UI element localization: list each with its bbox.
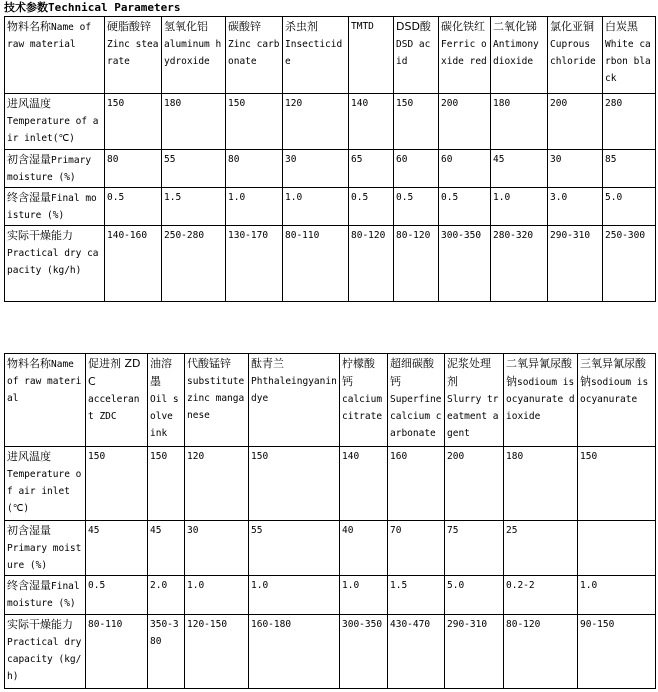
material-en: Antimony dioxide bbox=[493, 39, 539, 67]
value-cell: 290-310 bbox=[548, 226, 603, 302]
value-cell: 5.0 bbox=[603, 188, 656, 226]
value-cell: 80 bbox=[105, 150, 162, 188]
row-label-cell bbox=[5, 615, 86, 689]
value-cell: 290-310 bbox=[445, 615, 504, 689]
value-cell: 140-160 bbox=[105, 226, 162, 302]
row-label-zh: 终含湿量 bbox=[7, 579, 51, 592]
row-label-cell bbox=[5, 150, 105, 188]
value-cell: 150 bbox=[148, 447, 185, 521]
row-label-en: Practical dry capacity (kg/h) bbox=[7, 637, 82, 682]
value-cell: 75 bbox=[445, 521, 504, 576]
material-zh: 酞青兰 bbox=[251, 357, 284, 370]
value-cell: 150 bbox=[394, 94, 439, 150]
value-cell: 2.0 bbox=[148, 576, 185, 615]
row-label-en: Final moisture (%) bbox=[7, 193, 97, 221]
value-cell: 30 bbox=[185, 521, 249, 576]
value-cell: 40 bbox=[340, 521, 388, 576]
value-cell: 180 bbox=[162, 94, 226, 150]
row-label-cell bbox=[5, 94, 105, 150]
material-en: Oil solve ink bbox=[150, 394, 179, 439]
material-en: calcium citrate bbox=[342, 394, 383, 422]
row-label-cell bbox=[5, 188, 105, 226]
material-zh: 超细碳酸钙 bbox=[390, 357, 434, 388]
value-cell: 300-350 bbox=[340, 615, 388, 689]
material-en: sodioum isocyanurate bbox=[580, 377, 649, 405]
table-row bbox=[5, 226, 656, 302]
value-cell: 25 bbox=[504, 521, 578, 576]
material-zh: 氯化亚铜 bbox=[550, 20, 594, 33]
row-label-zh: 初含湿量 bbox=[7, 153, 51, 166]
value-cell: 1.5 bbox=[162, 188, 226, 226]
material-header-cell bbox=[394, 17, 439, 94]
row-label-zh: 物料名称 bbox=[7, 357, 51, 370]
technical-parameters-table-1 bbox=[4, 16, 656, 302]
material-header-cell bbox=[603, 17, 656, 94]
material-header-cell bbox=[162, 17, 226, 94]
material-en: sodioum isocyanurate dioxide bbox=[506, 377, 575, 422]
material-header-cell bbox=[340, 354, 388, 447]
material-zh: 二氧化锑 bbox=[493, 20, 537, 33]
material-header-cell bbox=[105, 17, 162, 94]
material-en: Zinc stearate bbox=[107, 39, 159, 67]
material-header-cell bbox=[445, 354, 504, 447]
value-cell: 1.0 bbox=[249, 576, 340, 615]
value-cell: 430-470 bbox=[388, 615, 445, 689]
row-label-en: Primary moisture (%) bbox=[7, 543, 82, 571]
material-header-cell bbox=[349, 17, 394, 94]
material-en: Superfine calcium carbonate bbox=[390, 394, 442, 439]
row-label-en: Practical dry capacity (kg/h) bbox=[7, 248, 99, 276]
material-header-cell bbox=[388, 354, 445, 447]
material-en: White carbon black bbox=[605, 39, 651, 84]
material-zh: 油溶墨 bbox=[150, 357, 172, 388]
value-cell: 1.0 bbox=[185, 576, 249, 615]
value-cell: 300-350 bbox=[439, 226, 491, 302]
value-cell: 80-120 bbox=[394, 226, 439, 302]
row-label-en: Name of raw material bbox=[7, 22, 92, 50]
material-en: TMTD bbox=[351, 21, 374, 32]
value-cell: 65 bbox=[349, 150, 394, 188]
value-cell: 55 bbox=[249, 521, 340, 576]
row-label-zh: 终含湿量 bbox=[7, 191, 51, 204]
value-cell: 30 bbox=[548, 150, 603, 188]
value-cell: 60 bbox=[394, 150, 439, 188]
row-label-en: Name of raw material bbox=[7, 359, 82, 404]
value-cell: 0.5 bbox=[86, 576, 148, 615]
row-label-zh: 实际干燥能力 bbox=[7, 618, 73, 631]
row-label-zh: 实际干燥能力 bbox=[7, 229, 73, 242]
value-cell: 5.0 bbox=[445, 576, 504, 615]
value-cell: 45 bbox=[148, 521, 185, 576]
value-cell: 140 bbox=[340, 447, 388, 521]
material-header-cell bbox=[185, 354, 249, 447]
material-header-cell bbox=[548, 17, 603, 94]
material-zh: 碳化铁红 bbox=[441, 20, 485, 33]
material-header-cell bbox=[249, 354, 340, 447]
value-cell: 130-170 bbox=[226, 226, 283, 302]
value-cell: 180 bbox=[504, 447, 578, 521]
value-cell: 160-180 bbox=[249, 615, 340, 689]
value-cell: 200 bbox=[439, 94, 491, 150]
value-cell: 55 bbox=[162, 150, 226, 188]
value-cell: 80-120 bbox=[504, 615, 578, 689]
material-zh: 促进剂 ZDC bbox=[88, 357, 141, 388]
value-cell: 280-320 bbox=[491, 226, 548, 302]
value-cell: 200 bbox=[548, 94, 603, 150]
value-cell: 90-150 bbox=[578, 615, 656, 689]
row-label-cell bbox=[5, 17, 105, 94]
value-cell: 150 bbox=[105, 94, 162, 150]
value-cell: 180 bbox=[491, 94, 548, 150]
row-label-cell bbox=[5, 226, 105, 302]
value-cell: 45 bbox=[86, 521, 148, 576]
value-cell: 3.0 bbox=[548, 188, 603, 226]
row-label-en: Temperature of air inlet(℃) bbox=[7, 116, 99, 144]
table-row bbox=[5, 94, 656, 150]
material-zh: 硬脂酸锌 bbox=[107, 20, 151, 33]
value-cell: 1.0 bbox=[283, 188, 349, 226]
value-cell: 200 bbox=[445, 447, 504, 521]
row-label-zh: 进风温度 bbox=[7, 450, 51, 463]
row-label-en: Temperature of air inlet(℃) bbox=[7, 469, 82, 514]
value-cell: 0.5 bbox=[349, 188, 394, 226]
material-en: Insecticide bbox=[285, 39, 343, 67]
value-cell: 150 bbox=[578, 447, 656, 521]
value-cell: 80-110 bbox=[283, 226, 349, 302]
material-zh: 杀虫剂 bbox=[285, 20, 318, 33]
value-cell: 0.5 bbox=[394, 188, 439, 226]
value-cell: 120-150 bbox=[185, 615, 249, 689]
row-label-cell bbox=[5, 354, 86, 447]
material-en: Phthaleingyanin dye bbox=[251, 376, 337, 404]
value-cell: 60 bbox=[439, 150, 491, 188]
row-label-cell bbox=[5, 576, 86, 615]
value-cell: 1.0 bbox=[226, 188, 283, 226]
value-cell: 30 bbox=[283, 150, 349, 188]
value-cell: 1.5 bbox=[388, 576, 445, 615]
material-en: accelerant ZDC bbox=[88, 394, 140, 422]
value-cell: 280 bbox=[603, 94, 656, 150]
value-cell: 1.0 bbox=[578, 576, 656, 615]
material-header-cell bbox=[504, 354, 578, 447]
value-cell: 160 bbox=[388, 447, 445, 521]
value-cell: 150 bbox=[249, 447, 340, 521]
material-zh: 白炭黑 bbox=[605, 20, 638, 33]
material-zh: 三氧异氰尿酸钠 bbox=[580, 357, 646, 388]
material-en: aluminum hydroxide bbox=[164, 39, 222, 67]
table-row bbox=[5, 354, 656, 447]
row-label-cell bbox=[5, 521, 86, 576]
value-cell: 45 bbox=[491, 150, 548, 188]
material-zh: 代酸锰锌 bbox=[187, 357, 231, 370]
material-zh: 泥浆处理剂 bbox=[447, 357, 491, 388]
value-cell: 1.0 bbox=[491, 188, 548, 226]
value-cell: 120 bbox=[185, 447, 249, 521]
value-cell: 80-110 bbox=[86, 615, 148, 689]
material-header-cell bbox=[226, 17, 283, 94]
material-en: DSD acid bbox=[396, 39, 431, 67]
material-header-cell bbox=[491, 17, 548, 94]
table-row bbox=[5, 521, 656, 576]
material-header-cell bbox=[86, 354, 148, 447]
row-label-en: Primary moisture (%) bbox=[7, 155, 92, 183]
material-zh: 柠檬酸钙 bbox=[342, 357, 375, 388]
row-label-cell bbox=[5, 447, 86, 521]
material-header-cell bbox=[439, 17, 491, 94]
material-en: Cuprous chloride bbox=[550, 39, 596, 67]
material-en: Slurry treatment agent bbox=[447, 394, 499, 439]
table-row bbox=[5, 150, 656, 188]
value-cell: 150 bbox=[226, 94, 283, 150]
table-row bbox=[5, 447, 656, 521]
material-zh: DSD酸 bbox=[396, 20, 431, 33]
value-cell: 350-380 bbox=[148, 615, 185, 689]
value-cell: 80 bbox=[226, 150, 283, 188]
technical-parameters-table-2 bbox=[4, 353, 656, 689]
value-cell: 150 bbox=[86, 447, 148, 521]
value-cell: 0.2-2 bbox=[504, 576, 578, 615]
value-cell: 1.0 bbox=[340, 576, 388, 615]
value-cell: 0.5 bbox=[439, 188, 491, 226]
material-header-cell bbox=[283, 17, 349, 94]
material-header-cell bbox=[148, 354, 185, 447]
material-en: Ferric oxide red bbox=[441, 39, 487, 67]
value-cell: 120 bbox=[283, 94, 349, 150]
value-cell: 140 bbox=[349, 94, 394, 150]
row-label-zh: 物料名称 bbox=[7, 20, 51, 33]
material-en: substitute zinc manganese bbox=[187, 376, 245, 421]
table-row bbox=[5, 188, 656, 226]
row-label-zh: 初含湿量 bbox=[7, 524, 51, 537]
value-cell: 250-300 bbox=[603, 226, 656, 302]
material-zh: 氢氧化铝 bbox=[164, 20, 208, 33]
table-row bbox=[5, 576, 656, 615]
material-en: Zinc carbonate bbox=[228, 39, 280, 67]
row-label-en: Final moisture (%) bbox=[7, 581, 80, 609]
value-cell bbox=[578, 521, 656, 576]
material-zh: 二氧异氰尿酸钠 bbox=[506, 357, 572, 388]
value-cell: 80-120 bbox=[349, 226, 394, 302]
table-row bbox=[5, 615, 656, 689]
material-zh: 碳酸锌 bbox=[228, 20, 261, 33]
page-title: 技术参数Technical Parameters bbox=[4, 1, 181, 14]
value-cell: 70 bbox=[388, 521, 445, 576]
row-label-zh: 进风温度 bbox=[7, 97, 51, 110]
material-header-cell bbox=[578, 354, 656, 447]
value-cell: 85 bbox=[603, 150, 656, 188]
value-cell: 0.5 bbox=[105, 188, 162, 226]
value-cell: 250-280 bbox=[162, 226, 226, 302]
table-row bbox=[5, 17, 656, 94]
